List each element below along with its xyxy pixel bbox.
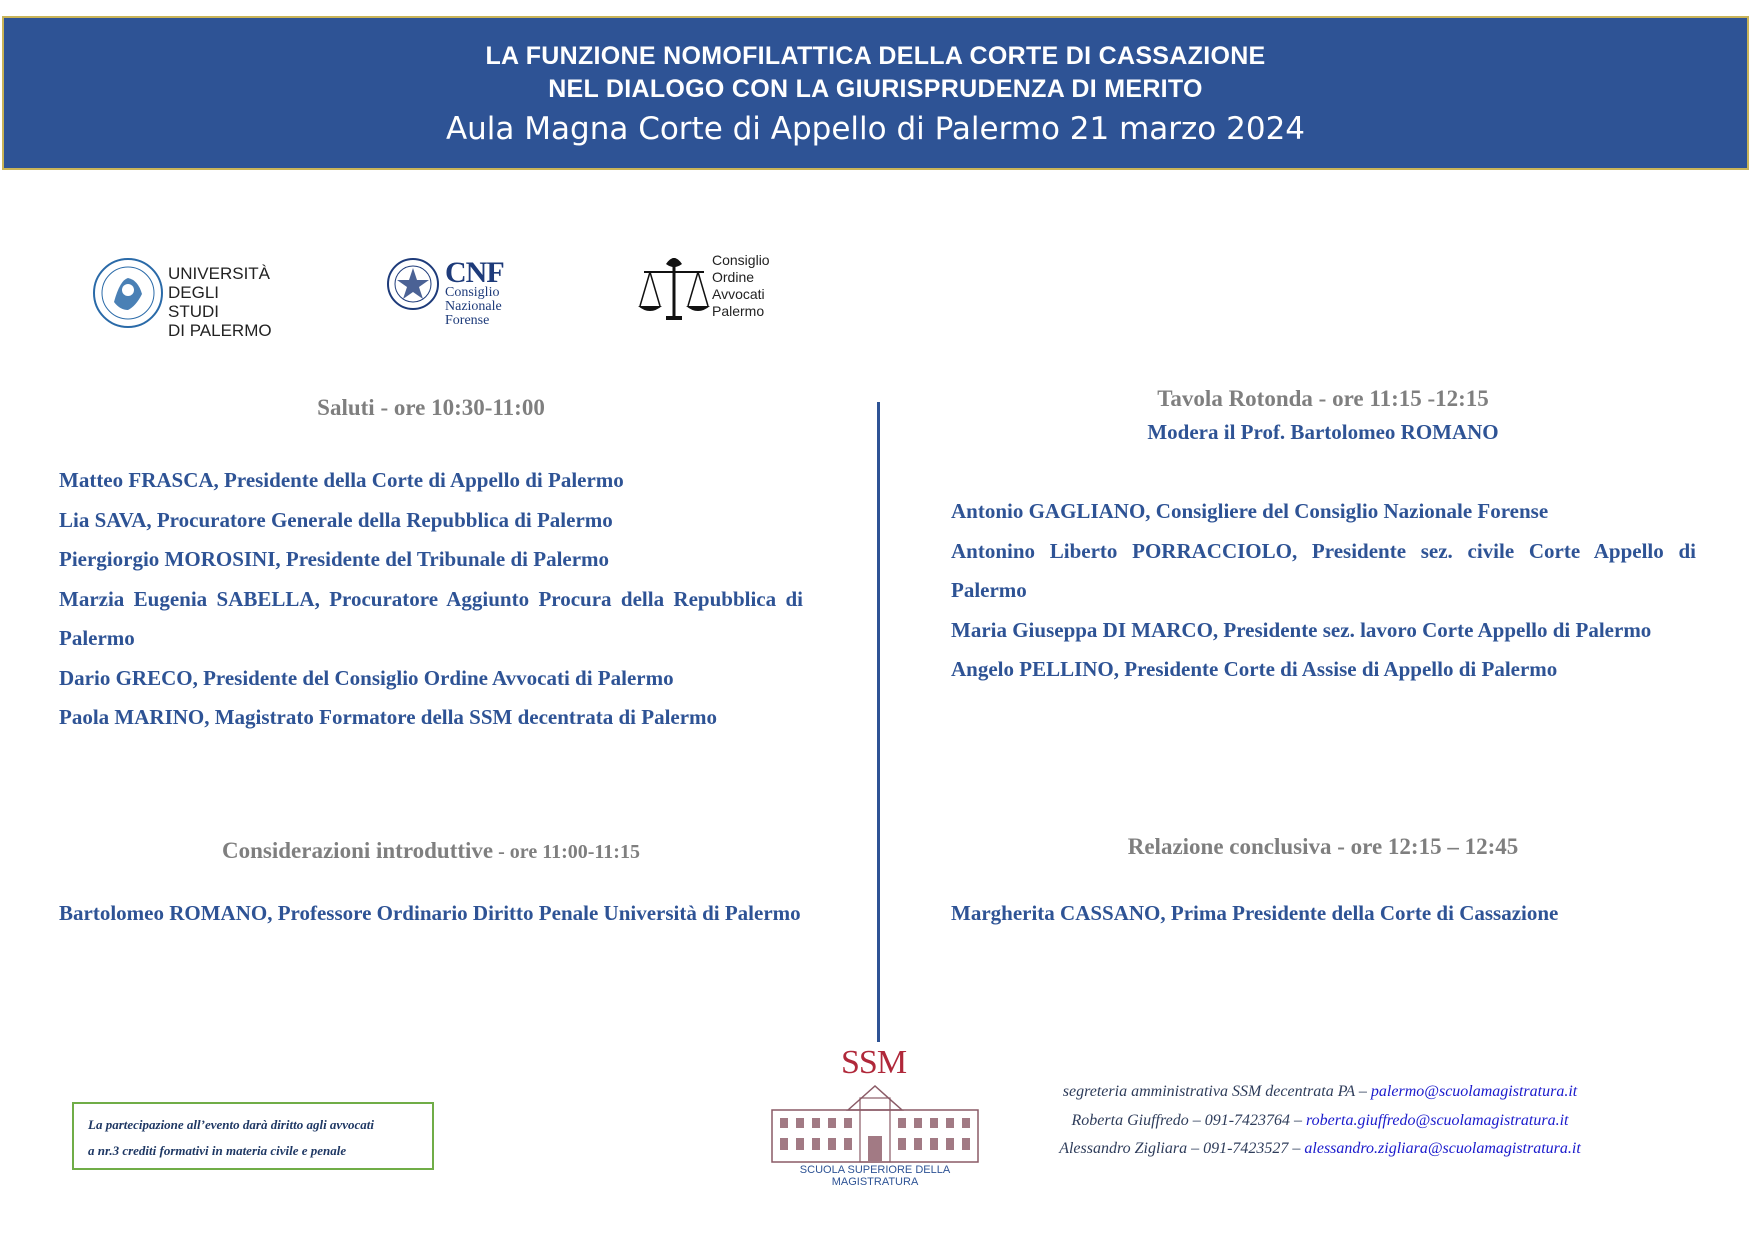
event-title-line2: NEL DIALOGO CON LA GIURISPRUDENZA DI MERITO — [548, 75, 1203, 103]
coa-line2: Ordine — [712, 269, 755, 285]
ssm-abbr: SSM — [841, 1044, 907, 1081]
tavola-title: Tavola Rotonda - ore 11:15 -12:15 — [1157, 386, 1489, 411]
column-divider — [877, 402, 880, 1042]
unipa-line2: DEGLI STUDI — [168, 283, 220, 321]
saluti-item: Lia SAVA, Procuratore Generale della Repubblica di Palermo — [59, 507, 613, 532]
scales-of-justice-icon — [636, 250, 712, 326]
ssm-logo — [770, 1040, 980, 1188]
contact-email-link[interactable]: alessandro.zigliara@scuolamagistratura.it — [1304, 1140, 1581, 1157]
tavola-item: Angelo PELLINO, Presidente Corte di Assise di Appello di Palermo — [951, 657, 1558, 681]
contact-line — [1040, 1107, 1600, 1136]
saluti-list — [59, 461, 803, 738]
cnf-line3: Forense — [445, 313, 490, 328]
coa-line3: Avvocati — [712, 286, 765, 302]
credits-note — [72, 1102, 434, 1170]
contacts-block — [1040, 1078, 1600, 1164]
ssm-building-icon — [770, 1080, 980, 1164]
contact-text: Roberta Giuffredo – 091-7423764 – — [1071, 1111, 1307, 1129]
saluti-title: Saluti - ore 10:30-11:00 — [317, 395, 545, 420]
contact-email-link[interactable]: palermo@scuolamagistratura.it — [1370, 1083, 1578, 1100]
contact-text: Alessandro Zigliara – 091-7423527 – — [1059, 1140, 1305, 1157]
cnf-line1: Consiglio — [445, 285, 500, 300]
cnf-logo — [385, 256, 525, 336]
tavola-item: Antonino Liberto PORRACCIOLO, Presidente sez. civile Corte Appello di Palermo — [951, 538, 1696, 602]
relazione-item: Margherita CASSANO, Prima Presidente della Corte di Cassazione — [951, 901, 1559, 925]
coa-line1: Consiglio — [712, 252, 770, 268]
saluti-item: Dario GRECO, Presidente del Consiglio Ordine Avvocati di Palermo — [59, 665, 674, 690]
considerazioni-item: Bartolomeo ROMANO, Professore Ordinario Diritto Penale Università di Palermo — [59, 901, 801, 925]
coa-line4: Palermo — [712, 303, 765, 319]
unipa-logo — [92, 250, 272, 340]
saluti-item: Matteo FRASCA, Presidente della Corte di Appello di Palermo — [59, 468, 624, 492]
cnf-abbr: CNF — [445, 256, 504, 289]
tavola-item: Antonio GAGLIANO, Consigliere del Consiglio Nazionale Forense — [951, 499, 1549, 523]
relazione-list — [951, 894, 1696, 934]
credits-line1: La partecipazione all’evento darà diritto agli avvocati — [88, 1117, 374, 1132]
credits-line2: a nr.3 crediti formativi in materia civile e penale — [88, 1143, 347, 1158]
tavola-item: Maria Giuseppa DI MARCO, Presidente sez. lavoro Corte Appello di Palermo — [951, 617, 1652, 642]
header-banner — [2, 16, 1749, 170]
unipa-seal-icon — [92, 250, 164, 340]
contact-text: segreteria amministrativa SSM decentrata PA – — [1062, 1083, 1371, 1100]
unipa-line1: UNIVERSITÀ — [168, 264, 271, 283]
event-venue-date: Aula Magna Corte di Appello di Palermo 21 marzo 2024 — [445, 111, 1306, 147]
considerazioni-list — [59, 898, 803, 929]
saluti-item: Piergiorgio MOROSINI, Presidente del Tribunale di Palermo — [59, 547, 610, 571]
contact-line — [1040, 1078, 1600, 1107]
ssm-full-name: SCUOLA SUPERIORE DELLA MAGISTRATURA — [799, 1164, 951, 1188]
event-title-line1: LA FUNZIONE NOMOFILATTICA DELLA CORTE DI CASSAZIONE — [485, 42, 1266, 70]
cnf-emblem-icon — [385, 256, 441, 312]
cnf-line2: Nazionale — [445, 299, 502, 314]
considerazioni-heading: Considerazioni introduttive — [222, 838, 494, 863]
tavola-moderator: Modera il Prof. Bartolomeo ROMANO — [1147, 420, 1499, 444]
contact-email-link[interactable]: roberta.giuffredo@scuolamagistratura.it — [1306, 1111, 1569, 1129]
tavola-list — [951, 492, 1696, 690]
relazione-title: Relazione conclusiva - ore 12:15 – 12:45 — [1127, 834, 1519, 859]
considerazioni-title — [58, 838, 804, 864]
considerazioni-time: - ore 11:00-11:15 — [493, 841, 640, 863]
unipa-line3: DI PALERMO — [168, 321, 272, 340]
contact-line — [1040, 1135, 1600, 1164]
coa-logo — [636, 250, 786, 340]
saluti-item: Marzia Eugenia SABELLA, Procuratore Aggiunto Procura della Repubblica di Palermo — [59, 586, 803, 650]
saluti-item: Paola MARINO, Magistrato Formatore della SSM decentrata di Palermo — [59, 705, 718, 729]
